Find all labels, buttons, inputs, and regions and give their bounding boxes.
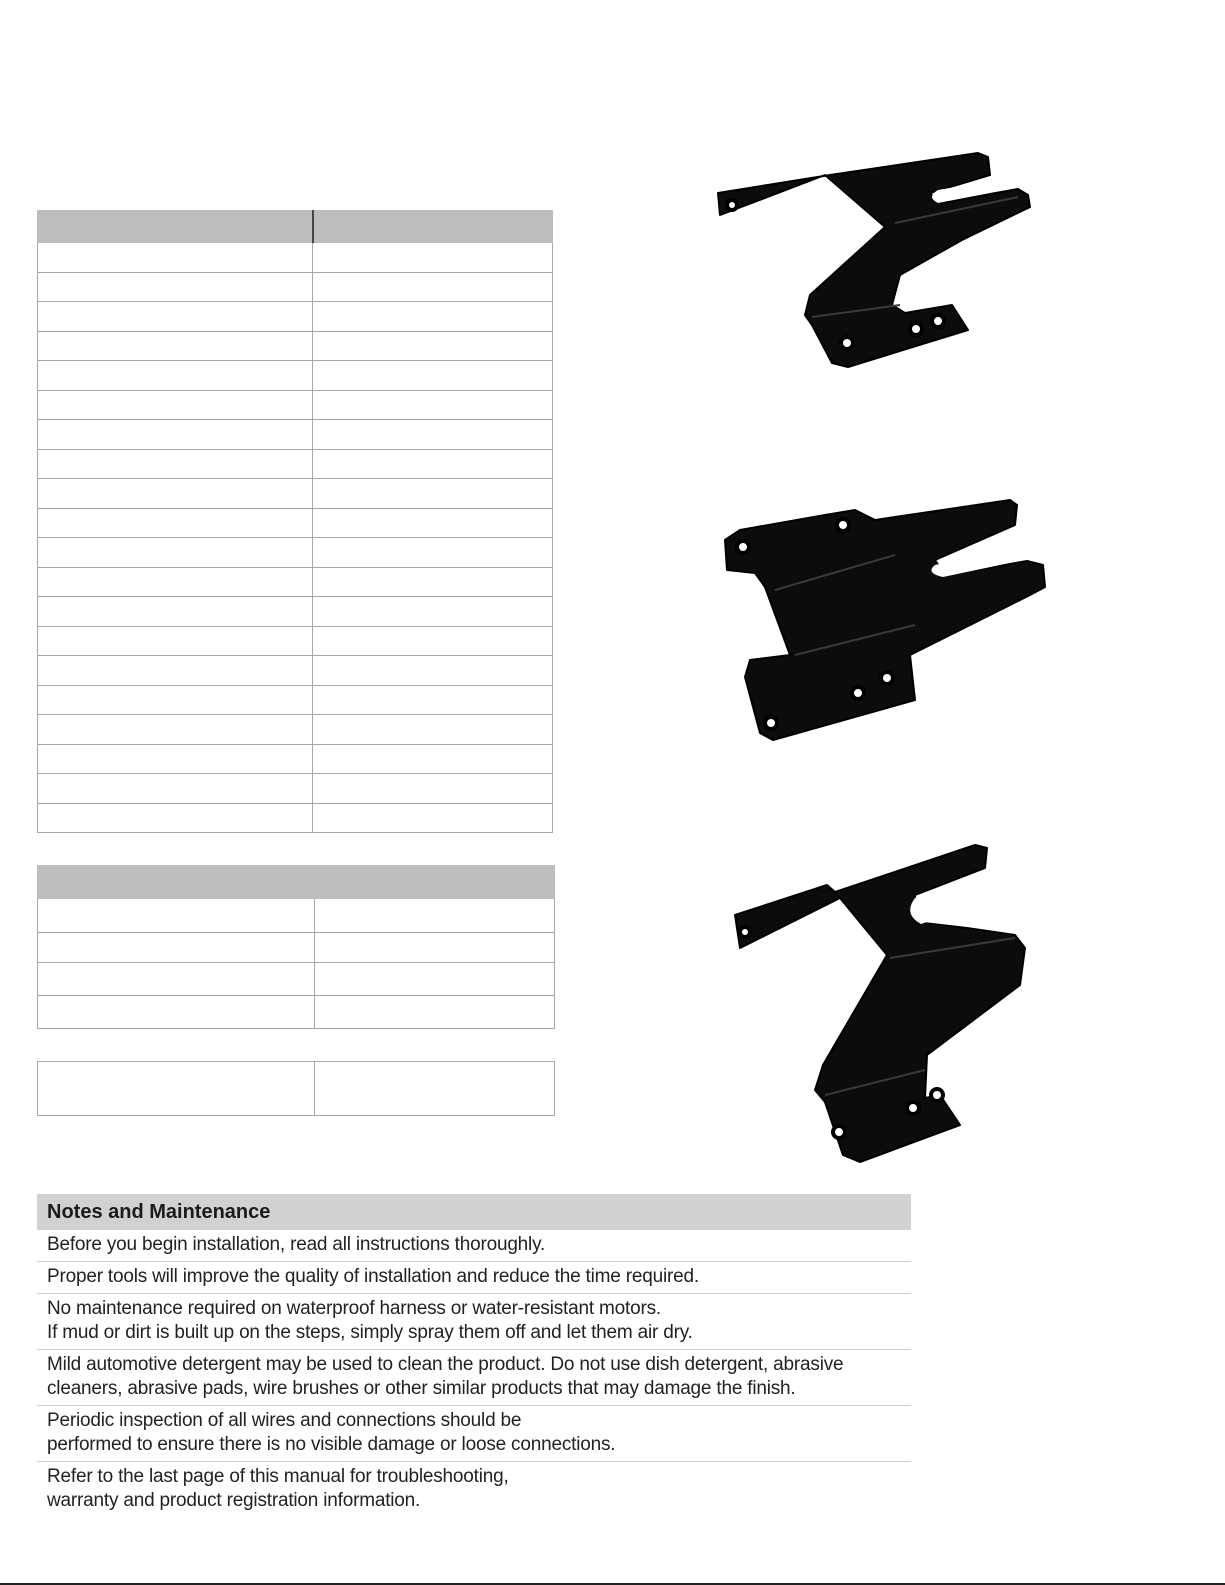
parts-table-header: [38, 211, 553, 243]
bracket-image-3: [715, 840, 1045, 1170]
parts-table-header-cell: [313, 211, 553, 243]
table-cell: [38, 361, 313, 391]
table-cell: [38, 567, 313, 597]
table-cell: [38, 774, 313, 804]
table-cell: [315, 933, 555, 963]
table-cell: [38, 1062, 315, 1116]
notes-line: cleaners, abrasive pads, wire brushes or other similar products that may damage the finish.: [47, 1378, 796, 1399]
table-cell: [313, 538, 553, 568]
hardware-table-header-cell: [38, 866, 555, 899]
table-row: [38, 715, 553, 745]
table-cell: [38, 420, 313, 450]
table-cell: [38, 390, 313, 420]
notes-row: [37, 1462, 911, 1517]
table-cell: [313, 567, 553, 597]
hardware-table-header: [38, 866, 555, 899]
bracket-image-2: [715, 495, 1055, 745]
table-cell: [38, 449, 313, 479]
table-row: [38, 331, 553, 361]
table-cell: [38, 538, 313, 568]
parts-table: [37, 210, 553, 833]
info-table: [37, 1061, 555, 1116]
table-cell: [313, 331, 553, 361]
table-cell: [38, 899, 315, 933]
notes-row: [37, 1350, 911, 1406]
table-row: [38, 933, 555, 963]
table-cell: [38, 685, 313, 715]
notes-row: [37, 1262, 911, 1294]
table-cell: [313, 479, 553, 509]
notes-and-maintenance: [37, 1194, 911, 1517]
table-cell: [315, 1062, 555, 1116]
table-cell: [313, 656, 553, 686]
table-row: [38, 302, 553, 332]
table-row: [38, 1062, 555, 1116]
notes-line: If mud or dirt is built up on the steps, simply spray them off and let them air dry.: [47, 1322, 693, 1343]
notes-line: Proper tools will improve the quality of installation and reduce the time required.: [47, 1266, 699, 1287]
table-cell: [313, 597, 553, 627]
table-row: [38, 963, 555, 996]
table-row: [38, 508, 553, 538]
notes-row: [37, 1406, 911, 1462]
table-row: [38, 899, 555, 933]
table-cell: [313, 626, 553, 656]
table-row: [38, 685, 553, 715]
table-cell: [38, 996, 315, 1029]
table-cell: [38, 508, 313, 538]
table-cell: [315, 963, 555, 996]
table-cell: [38, 597, 313, 627]
table-cell: [38, 626, 313, 656]
table-cell: [313, 715, 553, 745]
table-cell: [313, 420, 553, 450]
table-cell: [313, 390, 553, 420]
table-row: [38, 597, 553, 627]
notes-line: Before you begin installation, read all instructions thoroughly.: [47, 1234, 546, 1255]
table-cell: [38, 479, 313, 509]
table-cell: [313, 361, 553, 391]
table-cell: [313, 302, 553, 332]
table-cell: [38, 302, 313, 332]
notes-line: performed to ensure there is no visible damage or loose connections.: [47, 1434, 616, 1455]
table-cell: [313, 449, 553, 479]
table-row: [38, 996, 555, 1029]
table-row: [38, 243, 553, 273]
table-cell: [313, 272, 553, 302]
table-cell: [313, 685, 553, 715]
table-cell: [315, 899, 555, 933]
table-row: [38, 420, 553, 450]
notes-row: [37, 1230, 911, 1262]
notes-line: No maintenance required on waterproof harness or water-resistant motors.: [47, 1298, 661, 1319]
table-cell: [38, 803, 313, 833]
table-cell: [38, 744, 313, 774]
table-cell: [38, 933, 315, 963]
table-row: [38, 656, 553, 686]
table-cell: [38, 963, 315, 996]
table-cell: [313, 508, 553, 538]
table-cell: [38, 272, 313, 302]
table-row: [38, 626, 553, 656]
notes-row: [37, 1294, 911, 1350]
table-cell: [313, 243, 553, 273]
table-cell: [315, 996, 555, 1029]
hardware-table: [37, 865, 555, 1029]
table-row: [38, 803, 553, 833]
table-cell: [38, 243, 313, 273]
table-row: [38, 538, 553, 568]
table-row: [38, 272, 553, 302]
table-row: [38, 567, 553, 597]
notes-line: warranty and product registration information.: [47, 1490, 421, 1511]
bracket-image-1: [700, 145, 1060, 380]
table-row: [38, 361, 553, 391]
notes-header: Notes and Maintenance: [37, 1194, 911, 1230]
table-cell: [38, 656, 313, 686]
notes-line: Mild automotive detergent may be used to clean the product. Do not use dish detergent, abrasive: [47, 1354, 844, 1375]
table-cell: [38, 715, 313, 745]
table-row: [38, 774, 553, 804]
table-row: [38, 390, 553, 420]
table-cell: [313, 744, 553, 774]
table-cell: [313, 803, 553, 833]
table-row: [38, 479, 553, 509]
table-row: [38, 449, 553, 479]
notes-line: Refer to the last page of this manual for troubleshooting,: [47, 1466, 509, 1487]
table-cell: [313, 774, 553, 804]
notes-line: Periodic inspection of all wires and connections should be: [47, 1410, 522, 1431]
table-row: [38, 744, 553, 774]
table-cell: [38, 331, 313, 361]
parts-table-header-cell: [38, 211, 313, 243]
